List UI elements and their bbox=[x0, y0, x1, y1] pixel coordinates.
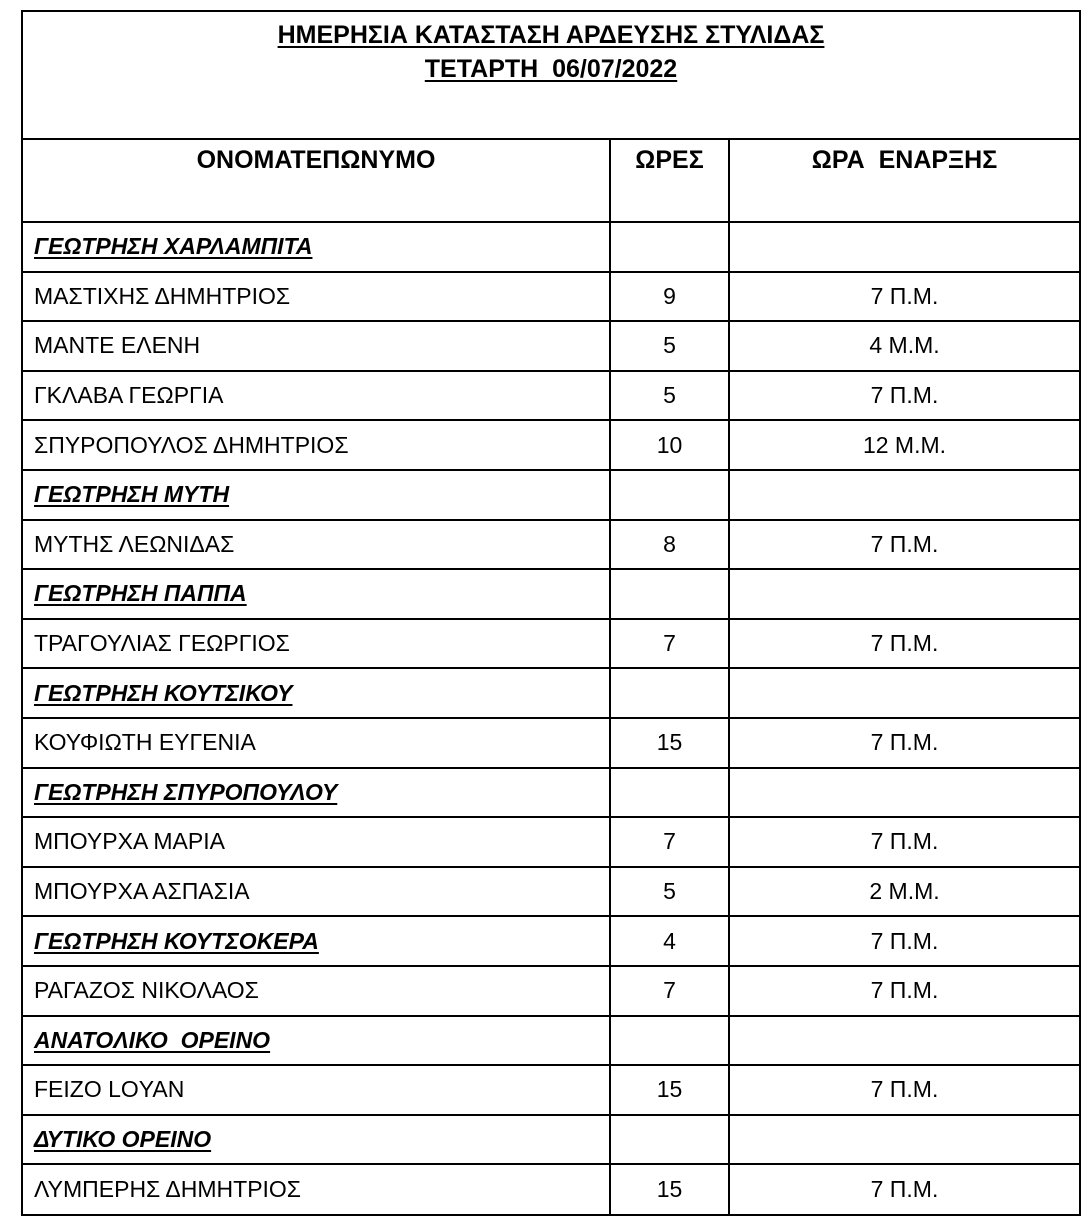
hours-cell bbox=[610, 569, 729, 619]
table-row bbox=[23, 817, 1079, 867]
hours-cell bbox=[610, 222, 729, 272]
section-name-cell: ΔΥΤΙΚΟ ΟΡΕΙΝΟ bbox=[23, 1115, 610, 1165]
section-name-cell: ΓΕΩΤΡΗΣΗ ΠΑΠΠΑ bbox=[23, 569, 610, 619]
header-name: ΟΝΟΜΑΤΕΠΩΝΥΜΟ bbox=[23, 140, 610, 222]
section-row bbox=[23, 222, 1079, 272]
header-start-time: ΩΡΑ ΕΝΑΡΞΗΣ bbox=[729, 140, 1079, 222]
title-block bbox=[23, 12, 1079, 140]
hours-cell: 7 bbox=[610, 817, 729, 867]
schedule-table bbox=[23, 140, 1079, 1214]
table-row bbox=[23, 718, 1079, 768]
section-name-cell: ΑΝΑΤΟΛΙΚΟ ΟΡΕΙΝΟ bbox=[23, 1016, 610, 1066]
section-row bbox=[23, 569, 1079, 619]
section-name-cell: ΓΕΩΤΡΗΣΗ ΚΟΥΤΣΙΚΟΥ bbox=[23, 668, 610, 718]
hours-cell bbox=[610, 668, 729, 718]
start-time-cell bbox=[729, 668, 1079, 718]
person-name-cell: ΓΚΛΑΒΑ ΓΕΩΡΓΙΑ bbox=[23, 371, 610, 421]
person-name-cell: ΛΥΜΠΕΡΗΣ ΔΗΜΗΤΡΙΟΣ bbox=[23, 1164, 610, 1214]
hours-cell: 10 bbox=[610, 420, 729, 470]
table-row bbox=[23, 1164, 1079, 1214]
start-time-cell bbox=[729, 768, 1079, 818]
section-name-cell: ΓΕΩΤΡΗΣΗ ΣΠΥΡΟΠΟΥΛΟΥ bbox=[23, 768, 610, 818]
hours-cell: 15 bbox=[610, 1065, 729, 1115]
start-time-cell: 7 Π.Μ. bbox=[729, 916, 1079, 966]
section-row bbox=[23, 768, 1079, 818]
start-time-cell: 2 Μ.Μ. bbox=[729, 867, 1079, 917]
start-time-cell: 12 Μ.Μ. bbox=[729, 420, 1079, 470]
header-hours: ΩΡΕΣ bbox=[610, 140, 729, 222]
hours-cell: 7 bbox=[610, 966, 729, 1016]
start-time-cell: 7 Π.Μ. bbox=[729, 718, 1079, 768]
person-name-cell: ΤΡΑΓΟΥΛΙΑΣ ΓΕΩΡΓΙΟΣ bbox=[23, 619, 610, 669]
hours-cell: 7 bbox=[610, 619, 729, 669]
start-time-cell: 7 Π.Μ. bbox=[870, 1176, 939, 1203]
start-time-cell bbox=[729, 222, 1079, 272]
section-name-cell: ΓΕΩΤΡΗΣΗ ΚΟΥΤΣΟΚΕΡΑ bbox=[23, 916, 610, 966]
hours-cell bbox=[610, 1115, 729, 1165]
person-name-cell: FEIZO LOYAN bbox=[23, 1065, 610, 1115]
section-row bbox=[23, 470, 1079, 520]
person-name-cell: ΜΠΟΥΡΧΑ ΜΑΡΙΑ bbox=[23, 817, 610, 867]
table-row bbox=[23, 966, 1079, 1016]
table-body bbox=[23, 222, 1079, 1214]
start-time-cell: 7 Π.Μ. bbox=[729, 371, 1079, 421]
section-row bbox=[23, 916, 1079, 966]
start-time-cell: 7 Π.Μ. bbox=[729, 520, 1079, 570]
table-row bbox=[23, 321, 1079, 371]
hours-cell bbox=[610, 1016, 729, 1066]
table-row bbox=[23, 1065, 1079, 1115]
start-time-cell: 7 Π.Μ. bbox=[729, 1065, 1079, 1115]
start-time-cell bbox=[729, 470, 1079, 520]
table-row bbox=[23, 619, 1079, 669]
hours-cell: 15 bbox=[610, 718, 729, 768]
hours-cell: 15 bbox=[610, 1164, 729, 1214]
person-name-cell: ΡΑΓΑΖΟΣ ΝΙΚΟΛΑΟΣ bbox=[23, 966, 610, 1016]
start-time-cell: 7 Π.Μ. bbox=[729, 619, 1079, 669]
table-row bbox=[23, 272, 1079, 322]
start-time-cell: 7 Π.Μ. bbox=[729, 966, 1079, 1016]
hours-cell: 8 bbox=[610, 520, 729, 570]
section-row bbox=[23, 1115, 1079, 1165]
section-row bbox=[23, 1016, 1079, 1066]
hours-cell: 9 bbox=[610, 272, 729, 322]
start-time-cell bbox=[729, 1016, 1079, 1066]
start-time-cell bbox=[729, 569, 1079, 619]
hours-cell bbox=[610, 470, 729, 520]
section-row bbox=[23, 668, 1079, 718]
document-title: ΗΜΕΡΗΣΙΑ ΚΑΤΑΣΤΑΣΗ ΑΡΔΕΥΣΗΣ ΣΤΥΛΙΔΑΣ bbox=[277, 21, 825, 49]
person-name-cell: ΣΠΥΡΟΠΟΥΛΟΣ ΔΗΜΗΤΡΙΟΣ bbox=[23, 420, 610, 470]
section-name-cell: ΓΕΩΤΡΗΣΗ ΜΥΤΗ bbox=[23, 470, 610, 520]
section-name-cell: ΓΕΩΤΡΗΣΗ ΧΑΡΛΑΜΠΙΤΑ bbox=[23, 222, 610, 272]
hours-cell: 4 bbox=[610, 916, 729, 966]
table-row bbox=[23, 520, 1079, 570]
person-name-cell: ΜΑΣΤΙΧΗΣ ΔΗΜΗΤΡΙΟΣ bbox=[23, 272, 610, 322]
document-date: ΤΕΤΑΡΤΗ 06/07/2022 bbox=[424, 55, 678, 83]
table-row bbox=[23, 420, 1079, 470]
header-row bbox=[23, 140, 1079, 222]
table-row bbox=[23, 371, 1079, 421]
person-name-cell: ΜΥΤΗΣ ΛΕΩΝΙΔΑΣ bbox=[23, 520, 610, 570]
table-row bbox=[23, 867, 1079, 917]
start-time-cell: 7 Π.Μ. bbox=[729, 817, 1079, 867]
start-time-cell bbox=[729, 1115, 1079, 1165]
hours-cell: 5 bbox=[610, 867, 729, 917]
person-name-cell: ΚΟΥΦΙΩΤΗ ΕΥΓΕΝΙΑ bbox=[23, 718, 610, 768]
irrigation-schedule-sheet bbox=[21, 10, 1081, 1216]
hours-cell bbox=[610, 768, 729, 818]
person-name-cell: ΜΑΝΤΕ ΕΛΕΝΗ bbox=[23, 321, 610, 371]
start-time-cell: 4 Μ.Μ. bbox=[729, 321, 1079, 371]
hours-cell: 5 bbox=[610, 371, 729, 421]
person-name-cell: ΜΠΟΥΡΧΑ ΑΣΠΑΣΙΑ bbox=[23, 867, 610, 917]
hours-cell: 5 bbox=[610, 321, 729, 371]
start-time-cell: 7 Π.Μ. bbox=[729, 272, 1079, 322]
